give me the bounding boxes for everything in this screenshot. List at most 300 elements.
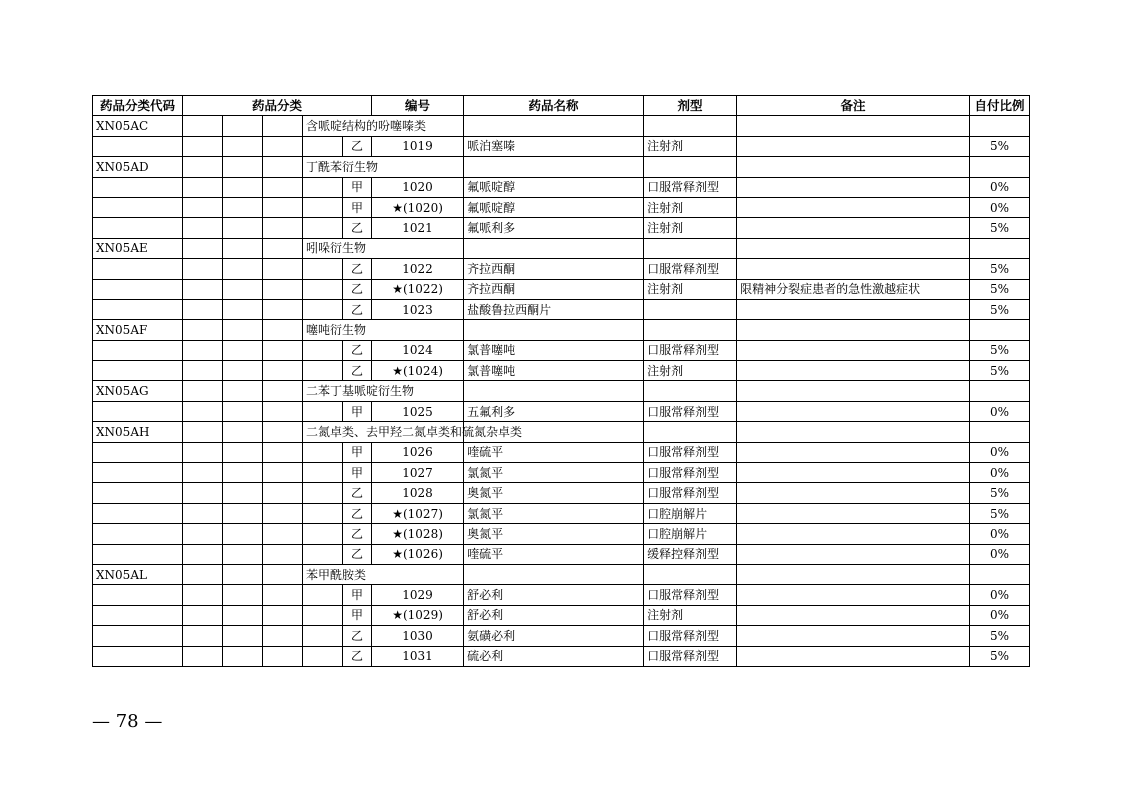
empty-cell [644,320,737,340]
drug-remark [737,299,970,319]
drug-number: ★(1020) [372,197,464,217]
empty-cell [183,422,223,442]
empty-cell [970,422,1030,442]
category-name: 二氮卓类、去甲羟二氮卓类和硫氮杂卓类 [303,422,464,442]
group-row [93,320,1030,340]
empty-cell [93,259,183,279]
empty-cell [303,646,343,666]
empty-cell [263,116,303,136]
empty-cell [644,157,737,177]
empty-cell [970,564,1030,584]
group-row [93,157,1030,177]
category-code: XN05AG [93,381,183,401]
page-number: — 78 — [92,711,163,732]
drug-grade: 甲 [343,197,372,217]
self-pay-ratio: 5% [970,299,1030,319]
drug-number: 1028 [372,483,464,503]
drug-grade: 乙 [343,361,372,381]
empty-cell [263,544,303,564]
empty-cell [970,157,1030,177]
drug-grade: 乙 [343,259,372,279]
empty-cell [303,442,343,462]
empty-cell [303,503,343,523]
empty-cell [303,626,343,646]
drug-remark [737,463,970,483]
drug-grade: 乙 [343,483,372,503]
empty-cell [223,401,263,421]
drug-grade: 乙 [343,524,372,544]
empty-cell [737,116,970,136]
drug-form: 口服常释剂型 [644,463,737,483]
empty-cell [263,422,303,442]
drug-number: ★(1022) [372,279,464,299]
empty-cell [263,483,303,503]
empty-cell [263,401,303,421]
empty-cell [183,340,223,360]
group-row [93,381,1030,401]
empty-cell [183,646,223,666]
drug-number: 1023 [372,299,464,319]
self-pay-ratio: 0% [970,177,1030,197]
drug-form: 注射剂 [644,136,737,156]
drug-name: 奥氮平 [464,524,644,544]
drug-number: 1027 [372,463,464,483]
self-pay-ratio: 0% [970,197,1030,217]
empty-cell [970,320,1030,340]
empty-cell [223,483,263,503]
drug-number: ★(1027) [372,503,464,523]
drug-grade: 甲 [343,401,372,421]
drug-name: 五氟利多 [464,401,644,421]
empty-cell [93,442,183,462]
empty-cell [737,238,970,258]
category-code: XN05AD [93,157,183,177]
empty-cell [93,218,183,238]
self-pay-ratio: 5% [970,503,1030,523]
empty-cell [464,238,644,258]
empty-cell [970,381,1030,401]
drug-form: 口服常释剂型 [644,401,737,421]
empty-cell [263,564,303,584]
empty-cell [223,463,263,483]
drug-grade: 乙 [343,646,372,666]
drug-name: 氯氮平 [464,463,644,483]
empty-cell [93,626,183,646]
empty-cell [644,238,737,258]
self-pay-ratio: 5% [970,483,1030,503]
drug-name: 氨磺必利 [464,626,644,646]
category-name: 苯甲酰胺类 [303,564,464,584]
group-row [93,422,1030,442]
drug-name: 喹硫平 [464,544,644,564]
drug-row [93,442,1030,462]
empty-cell [263,218,303,238]
category-code: XN05AL [93,564,183,584]
category-code: XN05AE [93,238,183,258]
drug-form: 口服常释剂型 [644,340,737,360]
self-pay-ratio: 5% [970,136,1030,156]
drug-remark [737,544,970,564]
drug-number: ★(1029) [372,605,464,625]
drug-remark [737,259,970,279]
self-pay-ratio: 5% [970,646,1030,666]
empty-cell [93,605,183,625]
empty-cell [263,177,303,197]
drug-form: 注射剂 [644,197,737,217]
drug-row [93,401,1030,421]
drug-row [93,299,1030,319]
drug-number: 1031 [372,646,464,666]
drug-name: 氟哌啶醇 [464,177,644,197]
empty-cell [183,279,223,299]
drug-row [93,463,1030,483]
empty-cell [464,381,644,401]
drug-catalog-page [92,95,1029,667]
empty-cell [303,401,343,421]
drug-grade: 乙 [343,340,372,360]
drug-name: 舒必利 [464,585,644,605]
empty-cell [263,259,303,279]
drug-name: 氯普噻吨 [464,340,644,360]
drug-number: 1020 [372,177,464,197]
drug-row [93,218,1030,238]
empty-cell [464,320,644,340]
empty-cell [93,503,183,523]
category-name: 丁酰苯衍生物 [303,157,464,177]
drug-form: 口服常释剂型 [644,626,737,646]
empty-cell [737,564,970,584]
drug-name: 氟哌利多 [464,218,644,238]
drug-grade: 乙 [343,136,372,156]
drug-name: 哌泊塞嗪 [464,136,644,156]
empty-cell [464,116,644,136]
drug-row [93,197,1030,217]
empty-cell [223,564,263,584]
drug-number: ★(1028) [372,524,464,544]
drug-row [93,279,1030,299]
empty-cell [263,381,303,401]
empty-cell [970,238,1030,258]
empty-cell [223,340,263,360]
empty-cell [263,340,303,360]
empty-cell [644,564,737,584]
empty-cell [263,524,303,544]
drug-grade: 乙 [343,218,372,238]
drug-remark [737,197,970,217]
empty-cell [93,340,183,360]
empty-cell [183,320,223,340]
drug-row [93,259,1030,279]
drug-form: 口服常释剂型 [644,585,737,605]
empty-cell [223,585,263,605]
empty-cell [183,299,223,319]
drug-remark [737,218,970,238]
empty-cell [223,361,263,381]
empty-cell [223,381,263,401]
self-pay-ratio: 5% [970,279,1030,299]
drug-remark [737,646,970,666]
empty-cell [464,157,644,177]
drug-row [93,177,1030,197]
drug-number: 1029 [372,585,464,605]
drug-name: 齐拉西酮 [464,279,644,299]
drug-name: 氟哌啶醇 [464,197,644,217]
drug-remark [737,483,970,503]
drug-form: 口服常释剂型 [644,259,737,279]
empty-cell [183,626,223,646]
empty-cell [93,401,183,421]
empty-cell [223,626,263,646]
drug-grade: 乙 [343,544,372,564]
empty-cell [183,381,223,401]
self-pay-ratio: 5% [970,259,1030,279]
drug-row [93,646,1030,666]
group-row [93,564,1030,584]
empty-cell [223,116,263,136]
self-pay-ratio: 0% [970,401,1030,421]
drug-remark [737,340,970,360]
empty-cell [93,279,183,299]
empty-cell [263,646,303,666]
empty-cell [263,279,303,299]
empty-cell [223,646,263,666]
drug-name: 硫必利 [464,646,644,666]
drug-row [93,361,1030,381]
self-pay-ratio: 0% [970,544,1030,564]
empty-cell [303,197,343,217]
empty-cell [223,259,263,279]
header-code: 药品分类代码 [93,96,183,116]
empty-cell [223,136,263,156]
empty-cell [93,544,183,564]
drug-form: 注射剂 [644,361,737,381]
drug-row [93,585,1030,605]
empty-cell [303,259,343,279]
drug-number: 1024 [372,340,464,360]
empty-cell [183,116,223,136]
empty-cell [263,238,303,258]
header-name: 药品名称 [464,96,644,116]
empty-cell [737,422,970,442]
drug-row [93,605,1030,625]
empty-cell [303,524,343,544]
drug-remark [737,177,970,197]
self-pay-ratio: 0% [970,442,1030,462]
drug-form [644,299,737,319]
self-pay-ratio: 5% [970,361,1030,381]
empty-cell [93,646,183,666]
table-header-row [93,96,1030,116]
drug-row [93,524,1030,544]
empty-cell [263,320,303,340]
empty-cell [223,197,263,217]
empty-cell [183,197,223,217]
empty-cell [303,544,343,564]
drug-number: ★(1026) [372,544,464,564]
empty-cell [303,136,343,156]
drug-remark [737,503,970,523]
empty-cell [183,463,223,483]
empty-cell [263,585,303,605]
empty-cell [303,218,343,238]
empty-cell [93,585,183,605]
empty-cell [223,320,263,340]
drug-grade: 乙 [343,279,372,299]
empty-cell [644,381,737,401]
empty-cell [263,361,303,381]
empty-cell [737,381,970,401]
empty-cell [93,524,183,544]
empty-cell [93,463,183,483]
empty-cell [970,116,1030,136]
drug-number: 1022 [372,259,464,279]
empty-cell [183,177,223,197]
drug-form: 缓释控释剂型 [644,544,737,564]
category-name: 吲哚衍生物 [303,238,464,258]
drug-name: 喹硫平 [464,442,644,462]
empty-cell [223,299,263,319]
empty-cell [183,605,223,625]
empty-cell [644,116,737,136]
empty-cell [263,136,303,156]
empty-cell [93,136,183,156]
empty-cell [223,177,263,197]
empty-cell [223,503,263,523]
drug-number: 1030 [372,626,464,646]
drug-form: 口腔崩解片 [644,524,737,544]
empty-cell [93,299,183,319]
drug-form: 注射剂 [644,279,737,299]
empty-cell [263,463,303,483]
empty-cell [737,320,970,340]
empty-cell [223,157,263,177]
drug-form: 口服常释剂型 [644,177,737,197]
drug-name: 齐拉西酮 [464,259,644,279]
empty-cell [737,157,970,177]
empty-cell [223,524,263,544]
header-remark: 备注 [737,96,970,116]
drug-row [93,626,1030,646]
drug-row [93,544,1030,564]
empty-cell [223,218,263,238]
header-category: 药品分类 [183,96,372,116]
drug-form: 口服常释剂型 [644,646,737,666]
drug-number: 1021 [372,218,464,238]
drug-remark [737,524,970,544]
empty-cell [183,218,223,238]
drug-remark: 限精神分裂症患者的急性激越症状 [737,279,970,299]
drug-name: 氯氮平 [464,503,644,523]
group-row [93,238,1030,258]
empty-cell [183,259,223,279]
drug-name: 氯普噻吨 [464,361,644,381]
drug-grade: 甲 [343,463,372,483]
drug-name: 奥氮平 [464,483,644,503]
drug-form: 口服常释剂型 [644,483,737,503]
empty-cell [644,422,737,442]
drug-remark [737,136,970,156]
drug-row [93,503,1030,523]
drug-form: 注射剂 [644,605,737,625]
self-pay-ratio: 0% [970,585,1030,605]
empty-cell [303,340,343,360]
empty-cell [303,279,343,299]
empty-cell [263,299,303,319]
header-form: 剂型 [644,96,737,116]
drug-form: 口腔崩解片 [644,503,737,523]
group-row [93,116,1030,136]
empty-cell [183,361,223,381]
empty-cell [183,544,223,564]
empty-cell [223,605,263,625]
drug-grade: 乙 [343,626,372,646]
empty-cell [223,279,263,299]
table-body [93,116,1030,667]
drug-remark [737,626,970,646]
header-ratio: 自付比例 [970,96,1030,116]
drug-remark [737,605,970,625]
empty-cell [223,238,263,258]
drug-row [93,483,1030,503]
category-name: 二苯丁基哌啶衍生物 [303,381,464,401]
empty-cell [263,442,303,462]
drug-grade: 甲 [343,585,372,605]
drug-remark [737,361,970,381]
category-code: XN05AF [93,320,183,340]
empty-cell [183,564,223,584]
drug-row [93,340,1030,360]
self-pay-ratio: 0% [970,605,1030,625]
drug-catalog-table [92,95,1030,667]
self-pay-ratio: 5% [970,626,1030,646]
empty-cell [303,299,343,319]
drug-number: 1019 [372,136,464,156]
drug-number: 1026 [372,442,464,462]
empty-cell [183,401,223,421]
self-pay-ratio: 0% [970,463,1030,483]
drug-remark [737,442,970,462]
empty-cell [183,238,223,258]
category-code: XN05AH [93,422,183,442]
empty-cell [464,564,644,584]
empty-cell [303,585,343,605]
category-name: 噻吨衍生物 [303,320,464,340]
empty-cell [183,136,223,156]
empty-cell [93,197,183,217]
drug-row [93,136,1030,156]
empty-cell [303,483,343,503]
empty-cell [303,605,343,625]
drug-remark [737,585,970,605]
empty-cell [263,605,303,625]
drug-grade: 乙 [343,503,372,523]
drug-form: 口服常释剂型 [644,442,737,462]
drug-grade: 甲 [343,177,372,197]
category-name: 含哌啶结构的吩噻嗪类 [303,116,464,136]
empty-cell [93,177,183,197]
empty-cell [263,626,303,646]
empty-cell [183,585,223,605]
drug-grade: 乙 [343,299,372,319]
empty-cell [183,442,223,462]
empty-cell [183,157,223,177]
empty-cell [183,524,223,544]
category-code: XN05AC [93,116,183,136]
empty-cell [303,361,343,381]
empty-cell [223,422,263,442]
drug-name: 盐酸鲁拉西酮片 [464,299,644,319]
drug-name: 舒必利 [464,605,644,625]
